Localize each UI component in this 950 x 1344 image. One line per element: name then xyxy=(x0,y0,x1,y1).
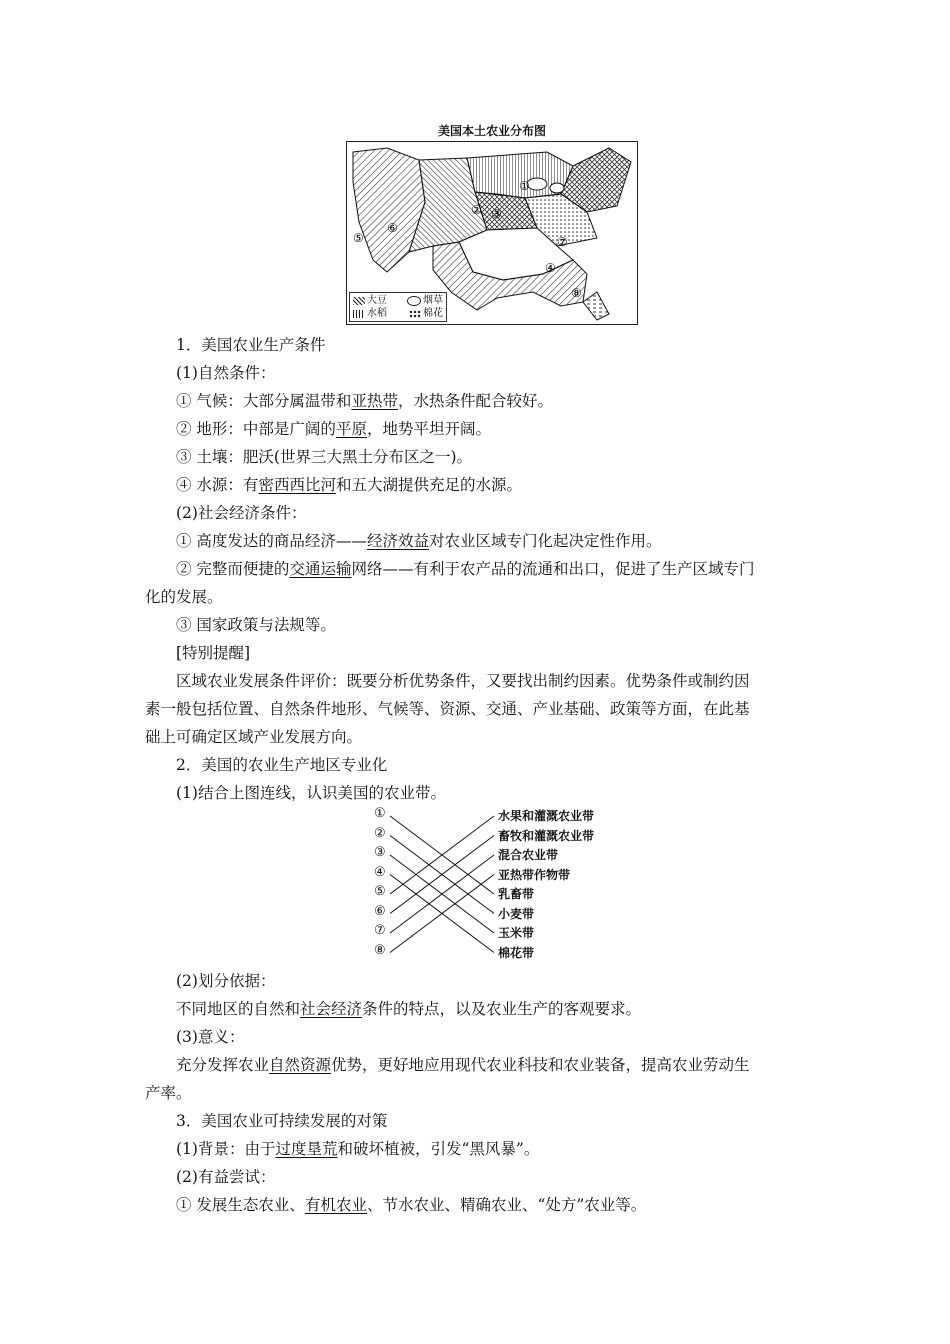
meaning-line2: 产率。 xyxy=(145,1084,192,1102)
climate-line: ① 气候：大部分属温带和亚热带，水热条件配合较好。 xyxy=(176,392,553,410)
section2-sub2: (2)划分依据： xyxy=(176,972,276,990)
diagram-number-4: ④ xyxy=(374,864,386,880)
belt-matching-diagram xyxy=(370,806,620,966)
section2-heading: 2．美国的农业生产地区专业化 xyxy=(176,756,388,774)
socio-item2-line1: ② 完整而便捷的交通运输网络——有利于农产品的流通和出口，促进了生产区域专门 xyxy=(176,560,755,578)
us-agriculture-map xyxy=(346,141,638,325)
legend-rice: 水稻 xyxy=(353,307,387,320)
diagram-number-8: ⑧ xyxy=(374,942,386,958)
map-label-4: ④ xyxy=(545,261,556,275)
tip-line2: 素一般包括位置、自然条件地形、气候等、资源、交通、产业基础、政策等方面，在此基 xyxy=(145,700,750,718)
tip-line1: 区域农业发展条件评价：既要分析优势条件，又要找出制约因素。优势条件或制约因 xyxy=(176,672,750,690)
section2-sub3: (3)意义： xyxy=(176,1028,245,1046)
section2-sub1: (1)结合上图连线，认识美国的农业带。 xyxy=(176,784,446,802)
meaning-line1: 充分发挥农业自然资源优势，更好地应用现代农业科技和农业装备，提高农业劳动生 xyxy=(176,1056,750,1074)
region-west xyxy=(353,148,425,272)
tip-heading: [特别提醒] xyxy=(176,644,251,662)
terrain-line: ② 地形：中部是广阔的平原，地势平坦开阔。 xyxy=(176,420,491,438)
attempts-heading: (2)有益尝试： xyxy=(176,1168,276,1186)
attempt1-line: ① 发展生态农业、有机农业、节水农业、精确农业、“处方”农业等。 xyxy=(176,1196,647,1214)
rice-icon xyxy=(353,310,365,318)
background-line: (1)背景：由于过度垦荒和破坏植被，引发“黑风暴”。 xyxy=(176,1140,540,1158)
region-florida xyxy=(583,292,609,320)
diagram-number-3: ③ xyxy=(374,845,386,860)
map-title: 美国本土农业分布图 xyxy=(437,124,546,138)
map-label-2: ② xyxy=(471,203,482,217)
map-label-1: ① xyxy=(519,179,530,193)
socio-item1: ① 高度发达的商品经济——经济效益对农业区域专门化起决定性作用。 xyxy=(176,532,662,550)
diagram-belt-2: 畜牧和灌溉农业带 xyxy=(498,828,595,843)
natural-heading: (1)自然条件： xyxy=(176,364,276,382)
map-legend xyxy=(349,292,447,322)
map-label-6: ⑥ xyxy=(387,221,398,235)
water-line: ④ 水源：有密西西比河和五大湖提供充足的水源。 xyxy=(176,476,522,494)
map-label-8: ⑧ xyxy=(571,286,582,300)
soybean-icon xyxy=(353,297,365,305)
legend-cotton: 棉花 xyxy=(409,307,443,320)
diagram-number-7: ⑦ xyxy=(374,923,386,938)
diagram-belt-4: 亚热带作物带 xyxy=(498,867,571,882)
cotton-icon xyxy=(409,310,421,318)
section3-heading: 3．美国农业可持续发展的对策 xyxy=(176,1112,388,1130)
map-label-5: ⑤ xyxy=(353,231,364,245)
diagram-belt-6: 小麦带 xyxy=(498,906,535,921)
diagram-number-5: ⑤ xyxy=(374,884,386,899)
diagram-number-1: ① xyxy=(374,806,386,821)
section1-heading: 1．美国农业生产条件 xyxy=(176,336,326,354)
diagram-belt-5: 乳畜带 xyxy=(498,887,535,901)
tip-line3: 础上可确定区域产业发展方向。 xyxy=(145,728,363,746)
diagram-belt-3: 混合农业带 xyxy=(498,848,559,862)
diagram-belt-1: 水果和灌溉农业带 xyxy=(498,809,595,823)
diagram-number-2: ② xyxy=(374,825,386,841)
diagram-belt-7: 玉米带 xyxy=(498,926,535,940)
soil-line: ③ 土壤：肥沃(世界三大黑土分布区之一)。 xyxy=(176,448,473,466)
map-label-3: ③ xyxy=(491,207,502,221)
socio-item3: ③ 国家政策与法规等。 xyxy=(176,616,336,634)
legend-soybean: 大豆 xyxy=(353,294,387,307)
socio-item2-line2: 化的发展。 xyxy=(145,588,223,606)
tobacco-icon xyxy=(407,296,421,306)
legend-tobacco: 烟草 xyxy=(407,294,443,307)
diagram-belt-8: 棉花带 xyxy=(498,945,535,960)
socio-heading: (2)社会经济条件： xyxy=(176,504,307,522)
diagram-number-6: ⑥ xyxy=(374,903,386,919)
map-label-7: ⑦ xyxy=(557,235,568,249)
basis-line: 不同地区的自然和社会经济条件的特点，以及农业生产的客观要求。 xyxy=(176,1000,642,1018)
